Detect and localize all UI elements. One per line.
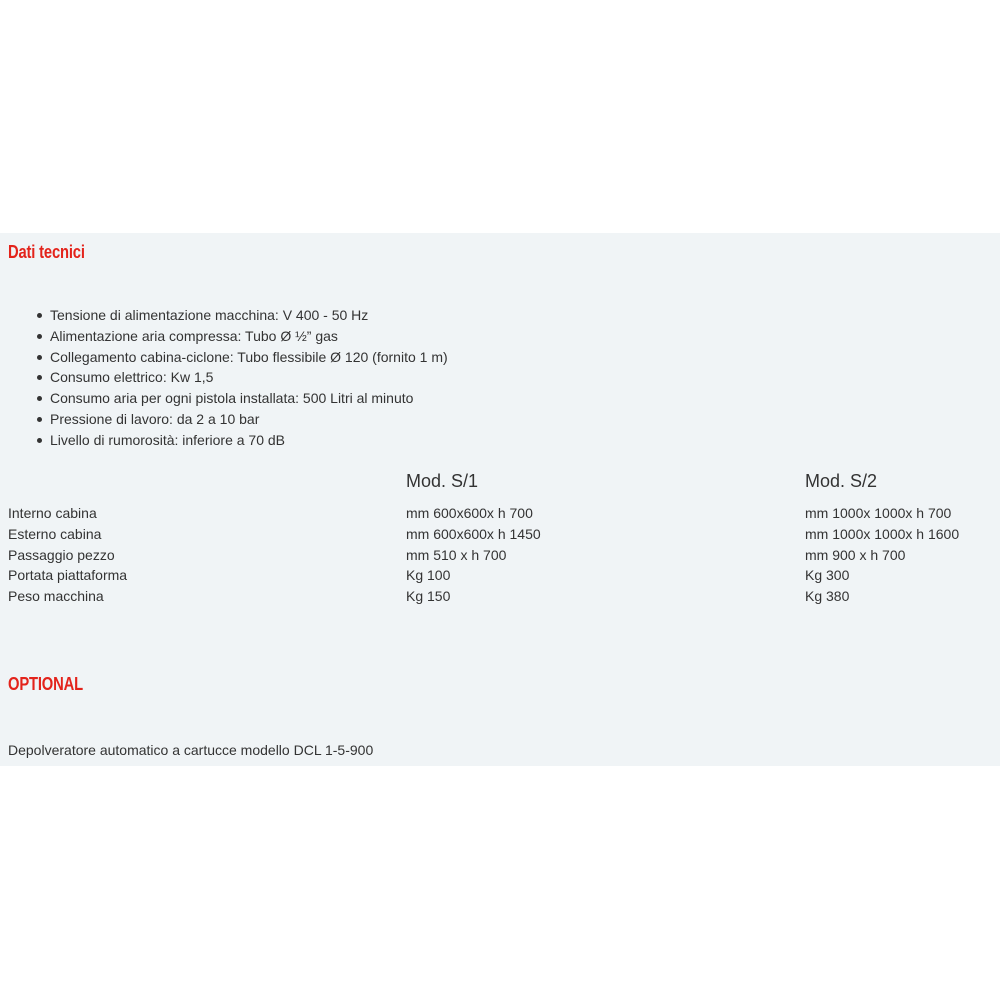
- spec-label: Portata piattaforma: [8, 567, 128, 584]
- spec-label: Interno cabina: [8, 505, 97, 521]
- list-item: Livello di rumorosità: inferiore a 70 dB: [50, 430, 448, 451]
- spec-label: Passaggio pezzo: [8, 546, 115, 563]
- list-item: Alimentazione aria compressa: Tubo Ø ½” gas: [50, 326, 448, 347]
- spec-value-s1: Kg 150: [406, 588, 451, 605]
- spec-value-s1: Kg 100: [406, 567, 451, 584]
- spec-value-s2: mm 1000x 1000x h 700: [805, 505, 952, 521]
- list-item: Consumo elettrico: Kw 1,5: [50, 367, 448, 388]
- spec-value-s2: Kg 300: [805, 567, 850, 584]
- spec-value-s1: mm 600x600x h 700: [406, 505, 533, 521]
- list-item: Consumo aria per ogni pistola installata: 500 Litri al minuto: [50, 388, 448, 409]
- table-row: [8, 586, 1000, 607]
- spec-value-s1: mm 510 x h 700: [406, 546, 507, 563]
- list-item: Tensione di alimentazione macchina: V 400 - 50 Hz: [50, 305, 448, 326]
- spec-value-s1: mm 600x600x h 1450: [406, 525, 541, 542]
- model-header-s2: Mod. S/2: [805, 471, 878, 491]
- section-title: Dati tecnici: [8, 242, 85, 262]
- list-item: Pressione di lavoro: da 2 a 10 bar: [50, 409, 448, 430]
- model-header-s1: Mod. S/1: [406, 471, 479, 491]
- spec-label: Esterno cabina: [8, 525, 102, 542]
- feature-list: [0, 305, 448, 451]
- spec-value-s2: mm 900 x h 700: [805, 546, 906, 563]
- spec-value-s2: Kg 380: [805, 588, 850, 605]
- tech-specs-panel: [0, 233, 1000, 766]
- spec-value-s2: mm 1000x 1000x h 1600: [805, 525, 960, 542]
- table-row: [8, 503, 1000, 524]
- spec-table: [8, 503, 1000, 607]
- table-row: [8, 565, 1000, 586]
- spec-label: Peso macchina: [8, 588, 104, 605]
- list-item: Collegamento cabina-ciclone: Tubo flessibile Ø 120 (fornito 1 m): [50, 347, 448, 368]
- table-row: [8, 524, 1000, 545]
- optional-title: OPTIONAL: [8, 674, 83, 694]
- table-row: [8, 545, 1000, 566]
- optional-description: Depolveratore automatico a cartucce modello DCL 1-5-900: [8, 742, 374, 758]
